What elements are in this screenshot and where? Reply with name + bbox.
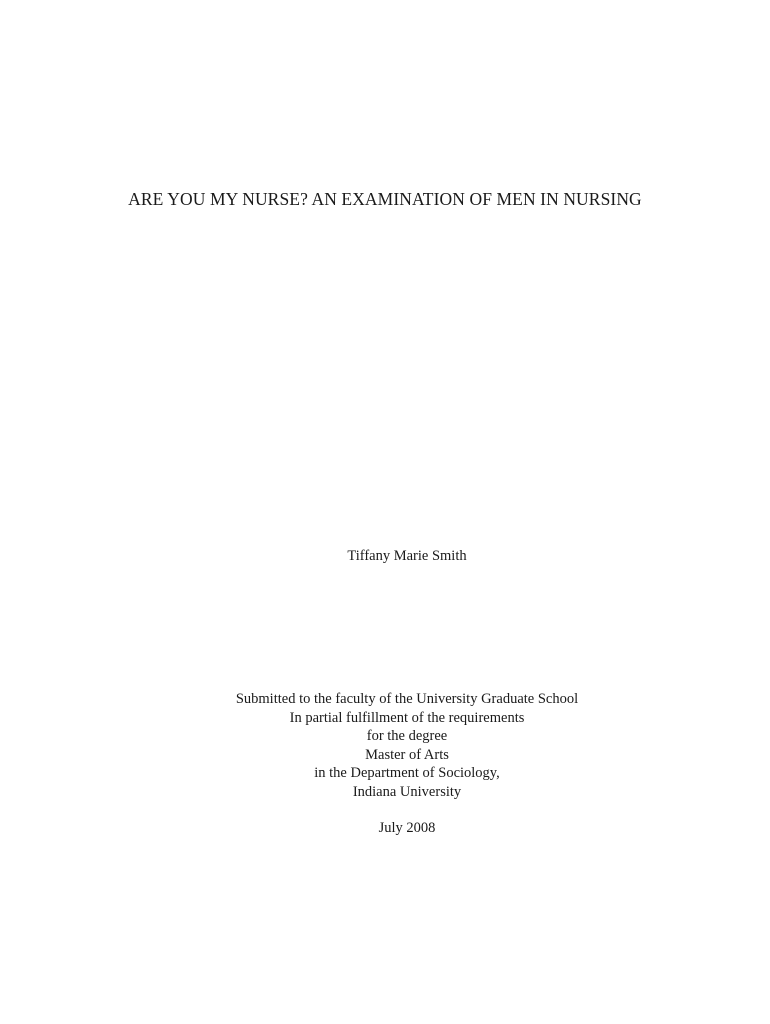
submission-line: In partial fulfillment of the requirements (289, 709, 525, 726)
submission-line: Master of Arts (365, 746, 449, 763)
thesis-title: ARE YOU MY NURSE? AN EXAMINATION OF MEN IN NURSING (128, 189, 642, 209)
submission-line: in the Department of Sociology, (314, 765, 500, 781)
submission-line: Submitted to the faculty of the University Graduate School (235, 691, 579, 707)
submission-statement (0, 690, 770, 801)
submission-line: for the degree (366, 728, 448, 744)
submission-date: July 2008 (378, 820, 436, 836)
author-name: Tiffany Marie Smith (347, 548, 467, 564)
submission-line: Indiana University (352, 783, 462, 800)
